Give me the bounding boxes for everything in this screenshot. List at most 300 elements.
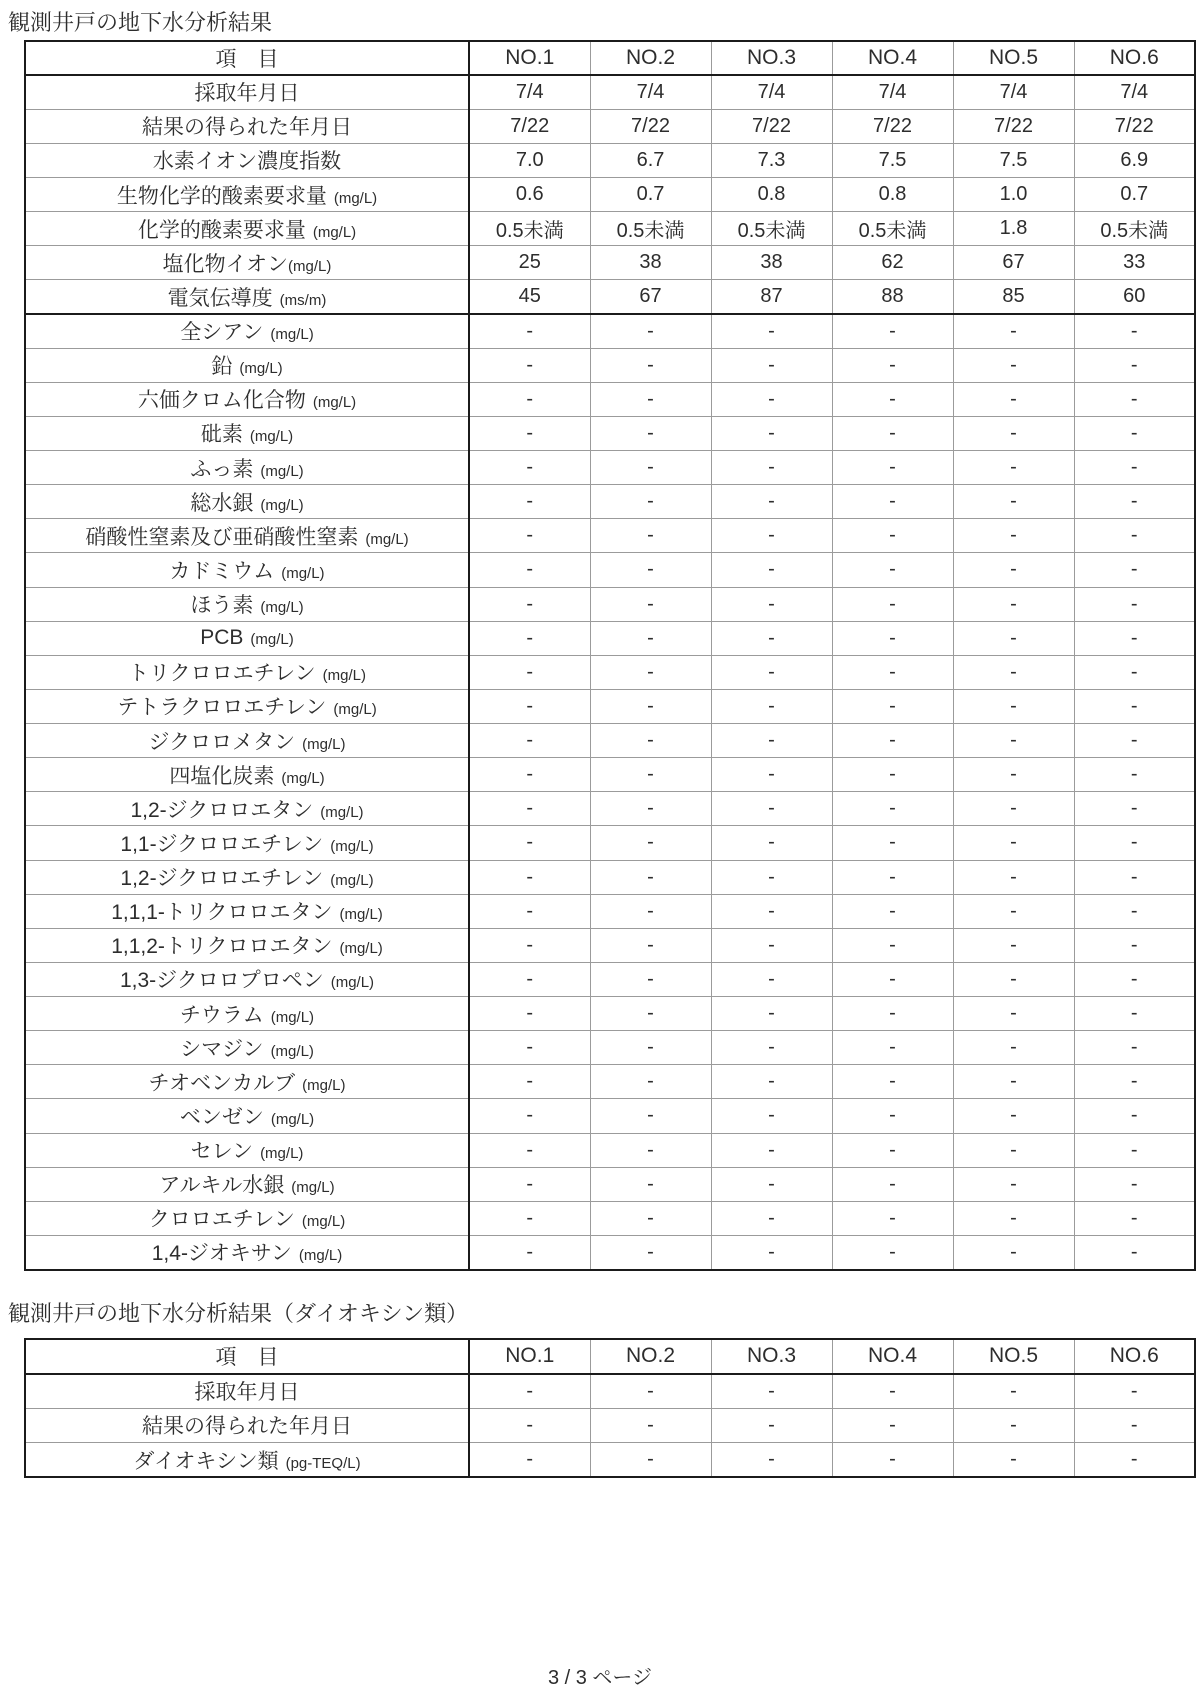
value-cell: -: [1074, 553, 1195, 587]
value-cell: 67: [953, 246, 1074, 280]
well-column-header: NO.1: [469, 41, 590, 75]
item-label: 結果の得られた年月日: [142, 1415, 352, 1439]
table-row: [25, 348, 1195, 382]
value-cell: -: [590, 894, 711, 928]
value-cell: -: [832, 758, 953, 792]
value-cell: -: [953, 997, 1074, 1031]
value-cell: -: [590, 689, 711, 723]
value-cell: -: [711, 1065, 832, 1099]
item-label-cell: [25, 1065, 469, 1099]
value-cell: -: [711, 928, 832, 962]
value-cell: 38: [590, 246, 711, 280]
value-cell: -: [469, 826, 590, 860]
value-cell: -: [953, 1443, 1074, 1478]
value-cell: -: [711, 416, 832, 450]
value-cell: -: [832, 655, 953, 689]
table-row: [25, 928, 1195, 962]
value-cell: -: [832, 382, 953, 416]
value-cell: -: [590, 1201, 711, 1235]
value-cell: -: [953, 758, 1074, 792]
item-label-cell: [25, 1201, 469, 1235]
value-cell: -: [953, 1031, 1074, 1065]
value-cell: -: [469, 1099, 590, 1133]
item-label-cell: [25, 826, 469, 860]
value-cell: -: [1074, 655, 1195, 689]
value-cell: -: [711, 621, 832, 655]
value-cell: -: [469, 348, 590, 382]
dioxin-table-title: 観測井戸の地下水分析結果（ダイオキシン類）: [8, 1301, 469, 1326]
item-label-cell: [25, 621, 469, 655]
value-cell: -: [711, 553, 832, 587]
value-cell: 7.3: [711, 143, 832, 177]
item-unit: (mg/L): [250, 631, 294, 649]
table-row: [25, 724, 1195, 758]
value-cell: 6.9: [1074, 143, 1195, 177]
item-unit: (mg/L): [260, 496, 304, 514]
value-cell: -: [832, 1443, 953, 1478]
item-label: テトラクロロエチレン: [117, 696, 327, 720]
value-cell: 1.0: [953, 178, 1074, 212]
value-cell: -: [1074, 1065, 1195, 1099]
item-label-cell: [25, 178, 469, 212]
value-cell: -: [832, 1167, 953, 1201]
item-label: 鉛: [211, 355, 233, 379]
value-cell: -: [590, 928, 711, 962]
value-cell: 7/22: [711, 109, 832, 143]
table-row: [25, 1201, 1195, 1235]
item-label: セレン: [190, 1140, 254, 1164]
value-cell: 7/4: [832, 75, 953, 109]
table-row: [25, 75, 1195, 109]
table-row: [25, 1133, 1195, 1167]
value-cell: -: [590, 485, 711, 519]
table-row: [25, 1065, 1195, 1099]
item-unit: (mg/L): [333, 189, 378, 207]
value-cell: -: [1074, 1443, 1195, 1478]
item-label: 1,3-ジクロロプロペン: [119, 969, 324, 993]
value-cell: -: [953, 724, 1074, 758]
value-cell: -: [590, 348, 711, 382]
item-label-cell: [25, 1443, 469, 1478]
value-cell: -: [953, 1235, 1074, 1269]
value-cell: -: [711, 962, 832, 996]
value-cell: -: [953, 1065, 1074, 1099]
value-cell: 62: [832, 246, 953, 280]
value-cell: 7/4: [711, 75, 832, 109]
page-title: 観測井戸の地下水分析結果: [8, 10, 273, 35]
value-cell: 88: [832, 280, 953, 314]
table-row: [25, 109, 1195, 143]
well-column-header: NO.6: [1074, 1339, 1195, 1374]
table-row: [25, 758, 1195, 792]
value-cell: -: [590, 997, 711, 1031]
value-cell: -: [711, 792, 832, 826]
table-row: [25, 792, 1195, 826]
value-cell: -: [953, 1133, 1074, 1167]
item-label: 化学的酸素要求量: [137, 218, 306, 242]
item-label: ジクロロメタン: [148, 730, 296, 754]
item-label: 砒素: [200, 423, 243, 447]
item-unit: (mg/L): [291, 1179, 335, 1197]
value-cell: -: [1074, 519, 1195, 553]
value-cell: -: [953, 451, 1074, 485]
value-cell: -: [711, 826, 832, 860]
value-cell: -: [832, 826, 953, 860]
item-label-cell: [25, 1099, 469, 1133]
value-cell: -: [832, 485, 953, 519]
value-cell: -: [832, 553, 953, 587]
value-cell: -: [1074, 826, 1195, 860]
value-cell: -: [1074, 1099, 1195, 1133]
item-unit: (mg/L): [260, 1145, 304, 1163]
value-cell: -: [832, 860, 953, 894]
item-unit: (mg/L): [288, 257, 332, 275]
item-label: 1,1-ジクロロエチレン: [120, 832, 324, 856]
value-cell: -: [590, 587, 711, 621]
item-unit: (mg/L): [330, 974, 375, 992]
value-cell: -: [711, 655, 832, 689]
value-cell: -: [469, 758, 590, 792]
table-row: [25, 553, 1195, 587]
item-label-cell: [25, 485, 469, 519]
value-cell: -: [953, 928, 1074, 962]
value-cell: -: [1074, 382, 1195, 416]
value-cell: -: [590, 519, 711, 553]
table-row: [25, 1167, 1195, 1201]
value-cell: 0.5未満: [590, 212, 711, 246]
item-label-cell: [25, 1031, 469, 1065]
value-cell: 25: [469, 246, 590, 280]
item-label: カドミウム: [169, 559, 275, 583]
table-row: [25, 1374, 1195, 1409]
value-cell: -: [469, 860, 590, 894]
item-unit: (mg/L): [330, 872, 374, 890]
value-cell: -: [953, 1408, 1074, 1443]
value-cell: -: [469, 1065, 590, 1099]
value-cell: -: [832, 962, 953, 996]
table-row: [25, 280, 1195, 314]
item-label-cell: [25, 519, 469, 553]
value-cell: 7.0: [469, 143, 590, 177]
item-label-cell: [25, 758, 469, 792]
item-unit: (mg/L): [239, 360, 283, 378]
value-cell: -: [469, 1235, 590, 1269]
value-cell: -: [953, 1374, 1074, 1409]
table-header-row: [25, 1339, 1195, 1374]
value-cell: -: [1074, 758, 1195, 792]
value-cell: -: [1074, 621, 1195, 655]
value-cell: -: [711, 1099, 832, 1133]
value-cell: -: [469, 1374, 590, 1409]
item-unit: (mg/L): [281, 769, 325, 787]
table-row: [25, 894, 1195, 928]
item-column-header: 項 目: [25, 41, 469, 75]
value-cell: 6.7: [590, 143, 711, 177]
item-label: 採取年月日: [194, 1381, 300, 1404]
item-label: チオベンカルブ: [148, 1071, 296, 1095]
value-cell: -: [1074, 1133, 1195, 1167]
value-cell: -: [711, 1201, 832, 1235]
item-label-cell: [25, 689, 469, 723]
value-cell: 7/22: [832, 109, 953, 143]
value-cell: -: [590, 1133, 711, 1167]
value-cell: -: [590, 860, 711, 894]
value-cell: -: [711, 485, 832, 519]
value-cell: -: [711, 997, 832, 1031]
value-cell: 7/22: [469, 109, 590, 143]
value-cell: -: [469, 587, 590, 621]
value-cell: -: [590, 451, 711, 485]
value-cell: -: [953, 894, 1074, 928]
value-cell: -: [469, 1031, 590, 1065]
value-cell: 7/22: [590, 109, 711, 143]
value-cell: -: [1074, 1031, 1195, 1065]
item-label: ふっ素: [190, 457, 254, 481]
item-label: クロロエチレン: [148, 1208, 295, 1232]
value-cell: -: [832, 348, 953, 382]
value-cell: -: [832, 997, 953, 1031]
value-cell: -: [953, 1099, 1074, 1133]
item-label: 水素イオン濃度指数: [152, 150, 342, 174]
item-column-header: 項 目: [25, 1339, 469, 1374]
value-cell: -: [1074, 1235, 1195, 1269]
value-cell: -: [1074, 724, 1195, 758]
value-cell: -: [469, 792, 590, 826]
value-cell: -: [832, 1408, 953, 1443]
value-cell: -: [590, 758, 711, 792]
value-cell: 85: [953, 280, 1074, 314]
item-unit: (pg-TEQ/L): [285, 1454, 361, 1472]
well-column-header: NO.3: [711, 1339, 832, 1374]
value-cell: -: [590, 382, 711, 416]
table-row: [25, 1099, 1195, 1133]
value-cell: -: [469, 928, 590, 962]
value-cell: -: [711, 894, 832, 928]
item-label-cell: [25, 348, 469, 382]
value-cell: -: [953, 860, 1074, 894]
item-label-cell: [25, 212, 469, 246]
item-label-cell: [25, 997, 469, 1031]
value-cell: 0.5未満: [711, 212, 832, 246]
item-label-cell: [25, 143, 469, 177]
item-label: 電気伝導度: [167, 286, 273, 310]
value-cell: -: [590, 1374, 711, 1409]
value-cell: -: [1074, 485, 1195, 519]
value-cell: -: [590, 655, 711, 689]
value-cell: -: [590, 724, 711, 758]
value-cell: -: [590, 1167, 711, 1201]
value-cell: -: [469, 1167, 590, 1201]
value-cell: 87: [711, 280, 832, 314]
well-column-header: NO.5: [953, 41, 1074, 75]
item-unit: (mg/L): [322, 667, 366, 685]
well-column-header: NO.4: [832, 1339, 953, 1374]
item-label-cell: [25, 724, 469, 758]
value-cell: -: [469, 1201, 590, 1235]
value-cell: -: [1074, 314, 1195, 348]
value-cell: -: [469, 1133, 590, 1167]
value-cell: -: [832, 451, 953, 485]
value-cell: -: [1074, 860, 1195, 894]
value-cell: -: [1074, 587, 1195, 621]
value-cell: -: [711, 348, 832, 382]
item-label-cell: [25, 1408, 469, 1443]
value-cell: -: [832, 1133, 953, 1167]
item-unit: (mg/L): [270, 1008, 315, 1026]
table-header-row: [25, 41, 1195, 75]
item-label-cell: [25, 75, 469, 109]
value-cell: -: [711, 1408, 832, 1443]
table-row: [25, 246, 1195, 280]
value-cell: 7/4: [953, 75, 1074, 109]
value-cell: -: [832, 792, 953, 826]
table-row: [25, 860, 1195, 894]
well-column-header: NO.2: [590, 1339, 711, 1374]
value-cell: -: [711, 860, 832, 894]
value-cell: -: [1074, 451, 1195, 485]
value-cell: -: [711, 1031, 832, 1065]
value-cell: -: [953, 416, 1074, 450]
table-row: [25, 519, 1195, 553]
value-cell: -: [590, 553, 711, 587]
value-cell: -: [469, 485, 590, 519]
item-unit: (mg/L): [260, 599, 304, 617]
value-cell: -: [832, 894, 953, 928]
item-unit: (mg/L): [270, 326, 314, 344]
value-cell: 0.7: [1074, 178, 1195, 212]
table-row: [25, 314, 1195, 348]
well-column-header: NO.4: [832, 41, 953, 75]
item-unit: (mg/L): [270, 1110, 315, 1128]
value-cell: -: [590, 792, 711, 826]
value-cell: -: [832, 587, 953, 621]
value-cell: -: [1074, 894, 1195, 928]
value-cell: -: [590, 1408, 711, 1443]
item-label-cell: [25, 1374, 469, 1409]
item-label-cell: [25, 246, 469, 280]
value-cell: -: [711, 1133, 832, 1167]
item-label-cell: [25, 1235, 469, 1269]
value-cell: -: [832, 1031, 953, 1065]
item-unit: (mg/L): [270, 1042, 314, 1060]
item-label: 全シアン: [180, 321, 264, 345]
item-unit: (mg/L): [312, 394, 357, 412]
item-label-cell: [25, 894, 469, 928]
value-cell: -: [832, 724, 953, 758]
table-row: [25, 1408, 1195, 1443]
value-cell: -: [832, 314, 953, 348]
value-cell: -: [711, 1167, 832, 1201]
value-cell: -: [590, 621, 711, 655]
value-cell: -: [711, 382, 832, 416]
item-label-cell: [25, 314, 469, 348]
item-label-cell: [25, 860, 469, 894]
value-cell: -: [469, 1408, 590, 1443]
item-label: PCB: [200, 626, 244, 650]
table-row: [25, 962, 1195, 996]
value-cell: -: [1074, 348, 1195, 382]
value-cell: -: [711, 451, 832, 485]
value-cell: 7/22: [1074, 109, 1195, 143]
item-label: 生物化学的酸素要求量: [116, 184, 327, 208]
value-cell: -: [469, 655, 590, 689]
value-cell: -: [1074, 1374, 1195, 1409]
value-cell: -: [953, 621, 1074, 655]
item-label-cell: [25, 382, 469, 416]
item-unit: (mg/L): [339, 940, 383, 958]
well-column-header: NO.2: [590, 41, 711, 75]
item-label: 結果の得られた年月日: [142, 116, 352, 140]
value-cell: -: [1074, 962, 1195, 996]
item-unit: (mg/L): [298, 1247, 343, 1265]
value-cell: -: [953, 792, 1074, 826]
value-cell: -: [711, 1374, 832, 1409]
item-label-cell: [25, 655, 469, 689]
item-label: 採取年月日: [194, 82, 300, 106]
item-unit: (mg/L): [302, 735, 346, 753]
table-row: [25, 178, 1195, 212]
value-cell: -: [711, 314, 832, 348]
value-cell: -: [832, 416, 953, 450]
table-row: [25, 587, 1195, 621]
value-cell: -: [469, 997, 590, 1031]
value-cell: -: [469, 553, 590, 587]
item-label: 1,1,2-トリクロロエタン: [111, 935, 333, 959]
value-cell: -: [953, 314, 1074, 348]
table-row: [25, 1443, 1195, 1478]
table-row: [25, 1235, 1195, 1269]
value-cell: -: [711, 1235, 832, 1269]
item-label: 四塩化炭素: [169, 764, 275, 788]
dioxin-analysis-table: [24, 1338, 1196, 1478]
value-cell: -: [590, 1031, 711, 1065]
table-row: [25, 655, 1195, 689]
item-label-cell: [25, 553, 469, 587]
value-cell: 67: [590, 280, 711, 314]
item-label: 1,2-ジクロロエタン: [130, 798, 314, 822]
value-cell: -: [469, 724, 590, 758]
page-number: 3 / 3 ページ: [547, 1667, 653, 1689]
value-cell: -: [469, 962, 590, 996]
value-cell: -: [832, 928, 953, 962]
value-cell: -: [1074, 1408, 1195, 1443]
table-row: [25, 689, 1195, 723]
value-cell: -: [590, 962, 711, 996]
item-label-cell: [25, 451, 469, 485]
value-cell: -: [469, 416, 590, 450]
well-column-header: NO.1: [469, 1339, 590, 1374]
well-column-header: NO.6: [1074, 41, 1195, 75]
value-cell: -: [953, 587, 1074, 621]
item-unit: (mg/L): [302, 1076, 346, 1094]
value-cell: 0.5未満: [1074, 212, 1195, 246]
value-cell: -: [469, 519, 590, 553]
value-cell: -: [1074, 1201, 1195, 1235]
item-label-cell: [25, 1167, 469, 1201]
item-unit: (mg/L): [260, 462, 304, 480]
value-cell: -: [953, 689, 1074, 723]
value-cell: -: [590, 1099, 711, 1133]
value-cell: -: [469, 621, 590, 655]
item-label-cell: [25, 109, 469, 143]
value-cell: -: [711, 689, 832, 723]
item-unit: (mg/L): [281, 564, 325, 582]
value-cell: 45: [469, 280, 590, 314]
value-cell: 1.8: [953, 212, 1074, 246]
value-cell: -: [590, 826, 711, 860]
item-label-cell: [25, 962, 469, 996]
value-cell: -: [1074, 792, 1195, 826]
